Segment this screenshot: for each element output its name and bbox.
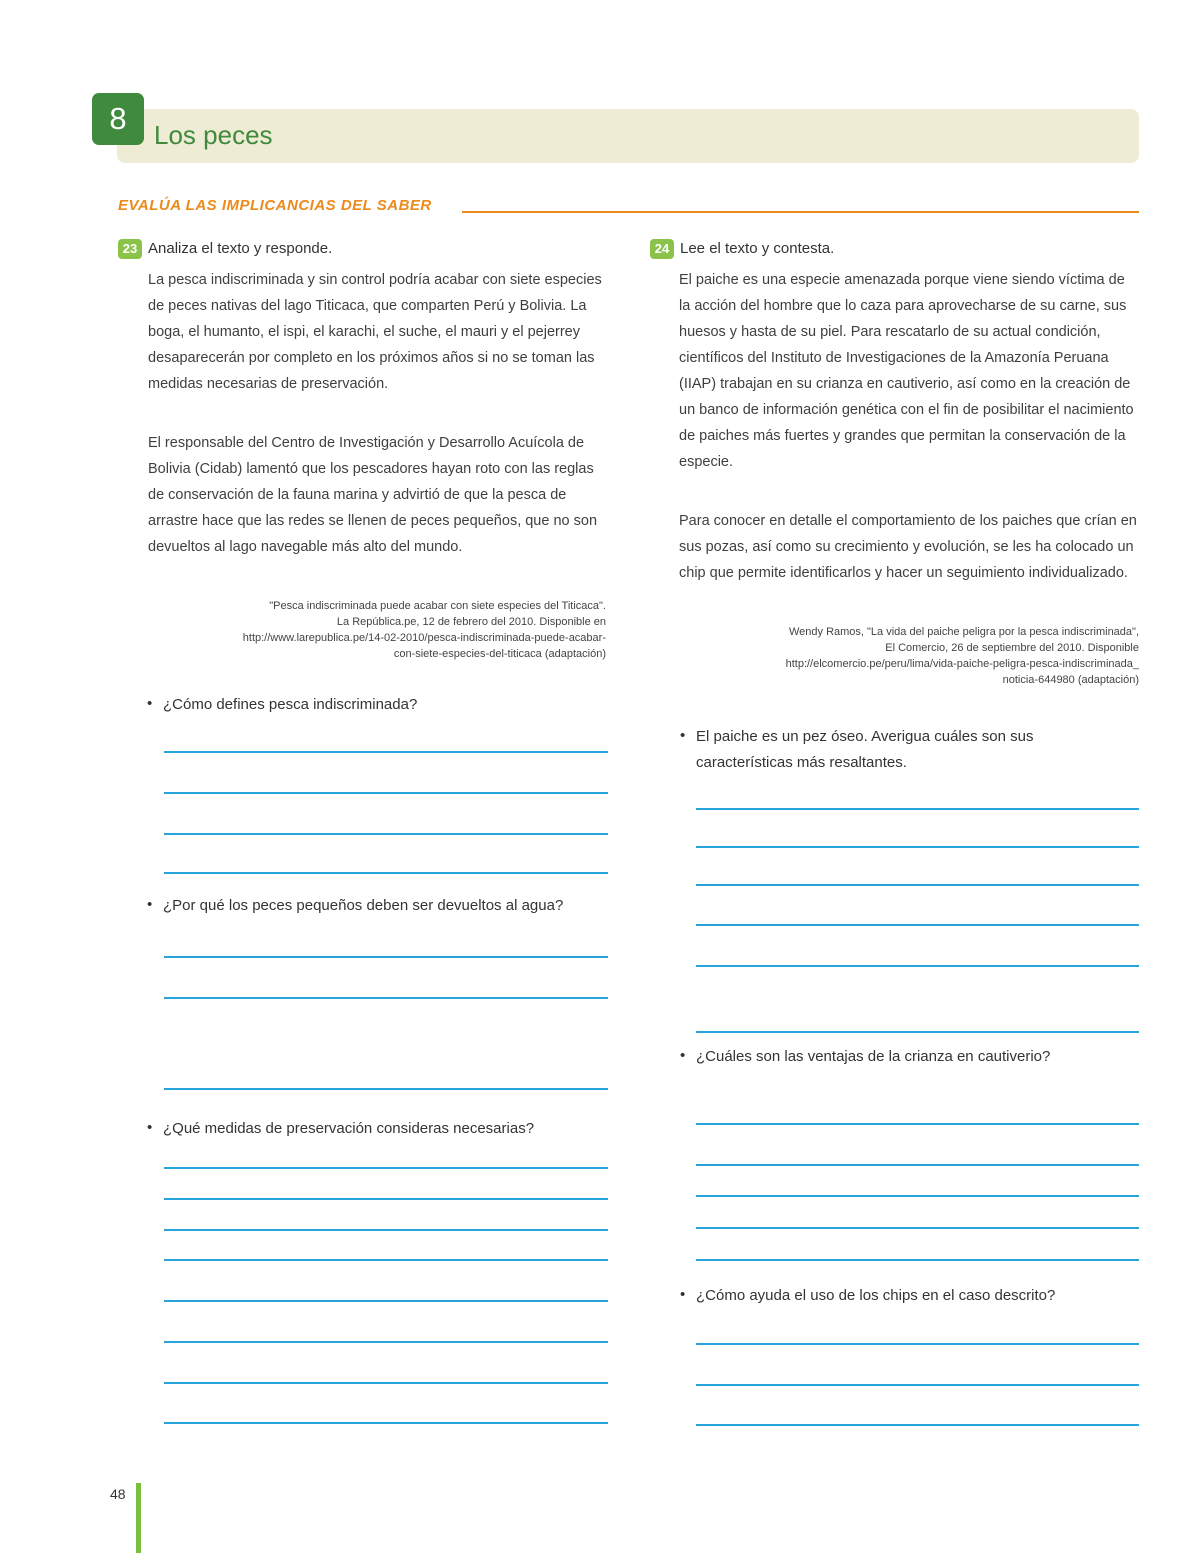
bullet: • (147, 695, 153, 712)
activity-24-instruction: Lee el texto y contesta. (680, 240, 835, 257)
activity-23-question-3: ¿Qué medidas de preservación consideras necesarias? (163, 1120, 535, 1137)
answer-line[interactable] (164, 792, 608, 794)
answer-line[interactable] (164, 751, 608, 753)
answer-line[interactable] (696, 846, 1139, 848)
bullet: • (147, 896, 153, 913)
answer-line[interactable] (164, 872, 608, 874)
source-line: "Pesca indiscriminada puede acabar con siete especies del Titicaca". (269, 600, 606, 612)
answer-line[interactable] (696, 1164, 1139, 1166)
answer-line[interactable] (164, 1167, 608, 1169)
source-line: http://www.larepublica.pe/14-02-2010/pesca-indiscriminada-puede-acabar- (242, 632, 606, 644)
answer-line[interactable] (696, 1031, 1139, 1033)
answer-line[interactable] (164, 1229, 608, 1231)
answer-line[interactable] (164, 1382, 608, 1384)
activity-24-paragraph-1: El paiche es una especie amenazada porque viene siendo víctima de la acción del hombre que lo caza para aprovecharse de su carne, sus huesos y hasta de su piel. Para rescatarlo de su actual condición, científicos del Instituto de Investigaciones de la Amazonía Peruana (IIAP) trabajan en su crianza en cautiverio, así como en la creación de un banco de información genética con el fin de posibilitar el nacimiento de paiches más fuertes y grandes que permitan la conservación de la especie. (679, 272, 1134, 470)
answer-line[interactable] (164, 1422, 608, 1424)
answer-line[interactable] (164, 1198, 608, 1200)
answer-line[interactable] (164, 833, 608, 835)
page-marker-bar (136, 1483, 141, 1553)
answer-line[interactable] (696, 1227, 1139, 1229)
bullet: • (680, 1047, 686, 1064)
source-line: El Comercio, 26 de septiembre del 2010. Disponible (885, 642, 1139, 654)
source-line: Wendy Ramos, "La vida del paiche peligra por la pesca indiscriminada", (788, 626, 1139, 638)
answer-line[interactable] (164, 1341, 608, 1343)
section-heading: EVALÚA LAS IMPLICANCIAS DEL SABER (118, 197, 432, 214)
answer-line[interactable] (696, 884, 1139, 886)
answer-line[interactable] (696, 1259, 1139, 1261)
answer-line[interactable] (696, 1384, 1139, 1386)
activity-23-question-2: ¿Por qué los peces pequeños deben ser devueltos al agua? (163, 897, 564, 914)
source-line: http://elcomercio.pe/peru/lima/vida-paiche-peligra-pesca-indiscriminada_ (785, 658, 1139, 670)
activity-24-paragraph-2: Para conocer en detalle el comportamiento de los paiches que crían en sus pozas, así como su crecimiento y evolución, se les ha colocado un chip que permite identificarlos y hacer un seguimiento individualizado. (679, 513, 1137, 581)
activity-24-number: 24 (650, 239, 674, 259)
answer-line[interactable] (696, 965, 1139, 967)
answer-line[interactable] (696, 1343, 1139, 1345)
activity-24-question-1: El paiche es un pez óseo. Averigua cuáles son sus características más resaltantes. (696, 728, 1034, 771)
source-line: con-siete-especies-del-titicaca (adaptación) (393, 648, 606, 660)
activity-23-paragraph-1: La pesca indiscriminada y sin control podría acabar con siete especies de peces nativas del lago Titicaca, que comparten Perú y Bolivia. La boga, el humanto, el ispi, el karachi, el suche, el mauri y el pejerrey desaparecerán por completo en los próximos años si no se toman las medidas necesarias de preservación. (148, 272, 602, 392)
activity-23-number: 23 (118, 239, 142, 259)
source-line: La República.pe, 12 de febrero del 2010. Disponible en (336, 616, 606, 628)
answer-line[interactable] (696, 924, 1139, 926)
answer-line[interactable] (164, 1088, 608, 1090)
activity-24-source (679, 624, 1139, 688)
answer-line[interactable] (164, 1300, 608, 1302)
activity-24-question-2: ¿Cuáles son las ventajas de la crianza en cautiverio? (696, 1048, 1051, 1065)
chapter-title: Los peces (154, 120, 273, 150)
answer-line[interactable] (696, 808, 1139, 810)
answer-line[interactable] (164, 956, 608, 958)
chapter-number-badge: 8 (92, 93, 144, 145)
answer-line[interactable] (696, 1123, 1139, 1125)
section-divider (462, 211, 1139, 213)
bullet: • (680, 1286, 686, 1303)
answer-line[interactable] (696, 1195, 1139, 1197)
activity-23-source (148, 598, 606, 662)
bullet: • (147, 1119, 153, 1136)
bullet: • (680, 727, 686, 744)
answer-line[interactable] (164, 1259, 608, 1261)
answer-line[interactable] (696, 1424, 1139, 1426)
page-number: 48 (110, 1486, 126, 1502)
answer-line[interactable] (164, 997, 608, 999)
activity-23-paragraph-2: El responsable del Centro de Investigación y Desarrollo Acuícola de Bolivia (Cidab) lamentó que los pescadores hayan roto con las reglas de conservación de la fauna marina y advirtió de que la pesca de arrastre hace que las redes se llenen de peces pequeños, que no son devueltos al lago navegable más alto del mundo. (148, 435, 598, 555)
source-line: noticia-644980 (adaptación) (1002, 674, 1139, 686)
activity-23-instruction: Analiza el texto y responde. (148, 240, 333, 257)
activity-24-question-3: ¿Cómo ayuda el uso de los chips en el caso descrito? (696, 1287, 1056, 1304)
activity-23-question-1: ¿Cómo defines pesca indiscriminada? (163, 696, 418, 713)
